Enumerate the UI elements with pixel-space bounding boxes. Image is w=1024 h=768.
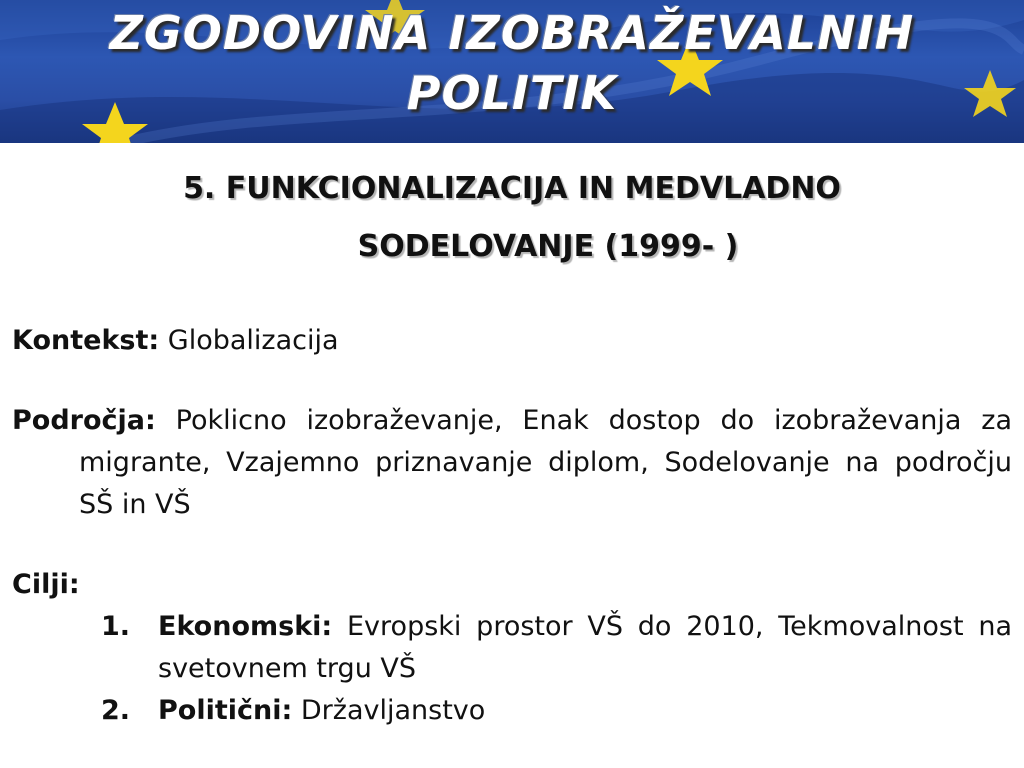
section-heading-line1: 5. FUNKCIONALIZACIJA IN MEDVLADNO bbox=[183, 171, 841, 206]
goals-paragraph bbox=[12, 564, 1012, 606]
goals-label: Cilji: bbox=[12, 569, 80, 600]
title-banner bbox=[0, 0, 1024, 143]
list-item-text: Državljanstvo bbox=[300, 695, 486, 726]
list-item bbox=[12, 690, 1012, 732]
areas-text: Poklicno izobraževanje, Enak dostop do izobraževanja za migrante, Vzajemno priznavanje diplom, Sodelovanje na področju SŠ in VŠ bbox=[79, 405, 1012, 520]
list-item-label: Ekonomski: bbox=[158, 611, 333, 642]
section-heading bbox=[0, 160, 1024, 276]
list-item bbox=[12, 606, 1012, 690]
list-item-text: Evropski prostor VŠ do 2010, Tekmovalnost na svetovnem trgu VŠ bbox=[158, 611, 1012, 684]
context-text: Globalizacija bbox=[167, 325, 339, 356]
list-item-label: Politični: bbox=[158, 695, 293, 726]
context-paragraph bbox=[12, 320, 1012, 362]
list-item-number: 1. bbox=[101, 611, 131, 642]
section-heading-line2: SODELOVANJE (1999- ) bbox=[357, 229, 739, 264]
areas-paragraph bbox=[12, 400, 1012, 526]
context-label: Kontekst: bbox=[12, 325, 160, 356]
areas-label: Področja: bbox=[12, 405, 156, 436]
banner-title: ZGODOVINA IZOBRAŽEVALNIH POLITIK bbox=[109, 6, 915, 120]
list-item-number: 2. bbox=[101, 695, 131, 726]
goals-list bbox=[12, 606, 1012, 732]
slide-body bbox=[12, 320, 1012, 732]
